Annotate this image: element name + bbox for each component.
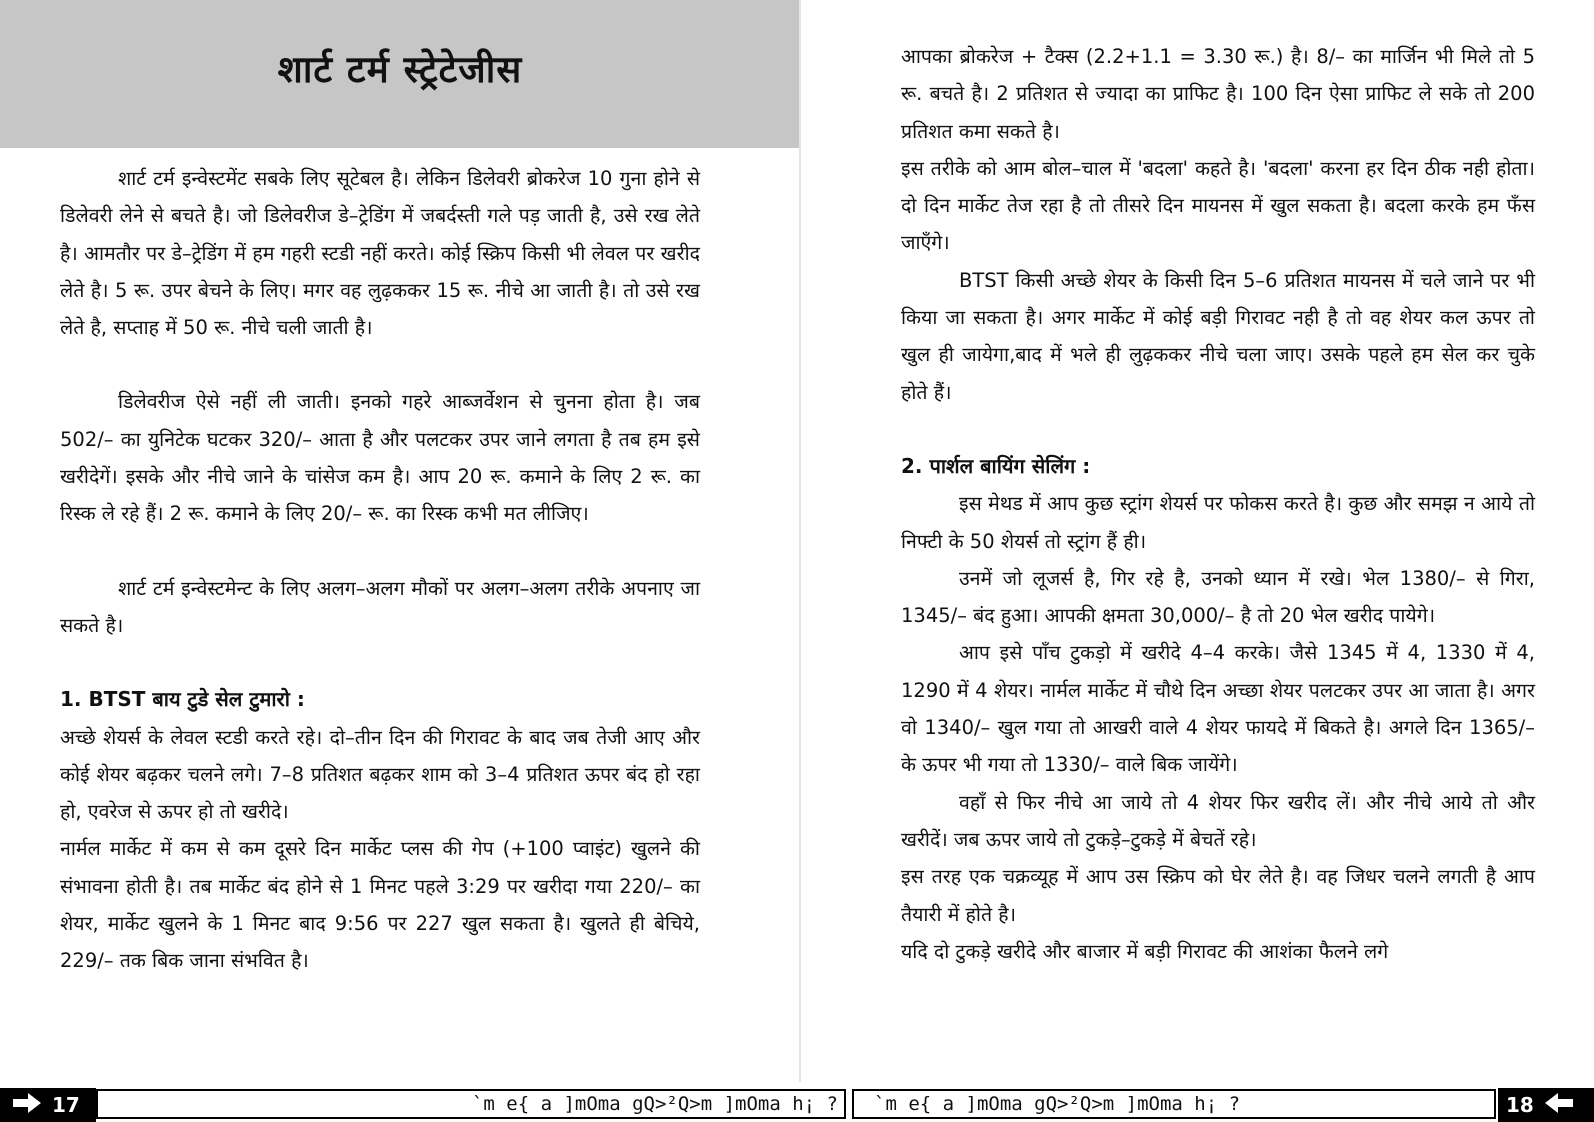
right-paragraph-5: उनमें जो लूजर्स है, गिर रहे है, उनको ध्यान में रखे। भेल 1380/– से गिरा, 1345/– बंद हुआ। आपकी क्षमता 30,000/– है तो 20 भेल खरीद पायेगे। xyxy=(901,566,1535,628)
page-number-right: 18 xyxy=(1506,1093,1534,1117)
right-paragraph-9: यदि दो टुकड़े खरीदे और बाजार में बड़ी गिरावट की आशंका फैलने लगे xyxy=(901,939,1389,963)
left-paragraph-1: शार्ट टर्म इन्वेस्टमेंट सबके लिए सूटेबल है। लेकिन डिलेवरी ब्रोकरेज 10 गुना होने से डिलेवरी लेने से बचते है। जो डिलेवरीज डे–ट्रेडिंग में जबर्दस्ती गले पड़ जाती है, उसे रख लेते है। आमतौर पर डे–ट्रेडिंग में हम गहरी स्टडी नहीं करते। कोई स्क्रिप किसी भी लेवल पर खरीद लेते है। 5 रू. उपर बेचने के लिए। मगर वह लुढ़ककर 15 रू. नीचे आ जाती है। तो उसे रख लेते है, सप्ताह में 50 रू. नीचे चली जाती है। xyxy=(60,167,700,340)
right-paragraph-8: इस तरह एक चक्रव्यूह में आप उस स्क्रिप को घेर लेते है। वह जिधर चलने लगती है आप तैयारी में होते है। xyxy=(901,865,1535,926)
left-paragraph-5: नार्मल मार्केट में कम से कम दूसरे दिन मार्केट प्लस की गेप (+100 प्वाइंट) खुलने की संभावना होती है। तब मार्केट बंद होने से 1 मिनट पहले 3:29 पर खरीदा गया 220/– का शेयर, मार्केट खुलने के 1 मिनट बाद 9:56 पर 227 खुल सकता है। खुलते ही बेचिये, 229/– तक बिक जाना संभवित है। xyxy=(60,837,700,973)
title-band xyxy=(0,0,800,148)
left-column xyxy=(60,160,700,980)
arrow-right-icon xyxy=(12,1092,42,1119)
left-paragraph-3: शार्ट टर्म इन्वेस्टमेन्ट के लिए अलग–अलग मौकों पर अलग–अलग तरीके अपनाए जा सकते है। xyxy=(60,576,700,637)
left-paragraph-2: डिलेवरीज ऐसे नहीं ली जाती। इनको गहरे आब्जर्वेशन से चुनना होता है। जब 502/– का युनिटेक घटकर 320/– आता है और पलटकर उपर जाने लगता है तब हम इसे खरीदेगें। इसके और नीचे जाने के चांसेज कम है। आप 20 रू. कमाने के लिए 2 रू. का रिस्क ले रहे हैं। 2 रू. कमाने के लिए 20/– रू. का रिस्क कभी मत लीजिए। xyxy=(60,390,700,526)
running-title-left: `m e{ a ]mOma gQ>²Q>m ]mOma h¡ ? xyxy=(96,1089,846,1119)
right-column xyxy=(901,38,1535,970)
page-footer xyxy=(0,1088,1594,1122)
footer-right-cap xyxy=(1498,1088,1594,1122)
running-title-right: `m e{ a ]mOma gQ>²Q>m ]mOma h¡ ? xyxy=(852,1089,1496,1119)
section-heading-btst: 1. BTST बाय टुडे सेल टुमारो : xyxy=(60,687,305,712)
right-page xyxy=(800,0,1594,1082)
right-paragraph-1: आपका ब्रोकरेज + टैक्स (2.2+1.1 = 3.30 रू.) है। 8/– का मार्जिन भी मिले तो 5 रू. बचते है। 2 प्रतिशत से ज्यादा का प्राफिट है। 100 दिन ऐसा प्राफिट ले सके तो 200 प्रतिशत कमा सकते है। xyxy=(901,45,1535,143)
right-paragraph-2: इस तरीके को आम बोल–चाल में 'बदला' कहते है। 'बदला' करना हर दिन ठीक नही होता। दो दिन मार्केट तेज रहा है तो तीसरे दिन मायनस में खुल सकता है। बदला करके हम फँस जाएँगे। xyxy=(901,156,1535,255)
right-paragraph-3: BTST किसी अच्छे शेयर के किसी दिन 5–6 प्रतिशत मायनस में चले जाने पर भी किया जा सकता है। अगर मार्केट में कोई बड़ी गिरावट नही है तो वह शेयर कल ऊपर तो खुल ही जायेगा,बाद में भले ही लुढ़ककर नीचे चला जाए। उसके पहले हम सेल कर चुके होते हैं। xyxy=(901,268,1535,404)
right-paragraph-4: इस मेथड में आप कुछ स्ट्रांग शेयर्स पर फोकस करते है। कुछ और समझ न आये तो निफ्टी के 50 शेयर्स तो स्ट्रांग हैं ही। xyxy=(901,492,1535,553)
section-heading-partial-buying: 2. पार्शल बायिंग सेलिंग : xyxy=(901,453,1091,478)
right-paragraph-7: वहाँ से फिर नीचे आ जाये तो 4 शेयर फिर खरीद लें। और नीचे आये तो और खरीदें। जब ऊपर जाये तो टुकड़े–टुकड़े में बेचतें रहे। xyxy=(901,790,1535,851)
footer-left-cap xyxy=(0,1088,96,1122)
left-page xyxy=(0,0,800,1082)
page-number-left: 17 xyxy=(52,1093,80,1117)
right-paragraph-6: आप इसे पाँच टुकड़ो में खरीदे 4–4 करके। जैसे 1345 में 4, 1330 में 4, 1290 में 4 शेयर। नार्मल मार्केट में चौथे दिन अच्छा शेयर पलटकर उपर आ जाता है। अगर वो 1340/– खुल गया तो आखरी वाले 4 शेयर फायदे में बिकते है। अगले दिन 1365/– के ऊपर भी गया तो 1330/– वाले बिक जायेंगे। xyxy=(901,641,1535,777)
left-paragraph-4: अच्छे शेयर्स के लेवल स्टडी करते रहे। दो–तीन दिन की गिरावट के बाद जब तेजी आए और कोई शेयर बढ़कर चलने लगे। 7–8 प्रतिशत बढ़कर शाम को 3–4 प्रतिशत ऊपर बंद हो रहा हो, एवरेज से ऊपर हो तो खरीदे। xyxy=(60,725,700,824)
page-title: शार्ट टर्म स्ट्रेटेजीस xyxy=(277,47,523,91)
arrow-left-icon xyxy=(1544,1092,1574,1119)
